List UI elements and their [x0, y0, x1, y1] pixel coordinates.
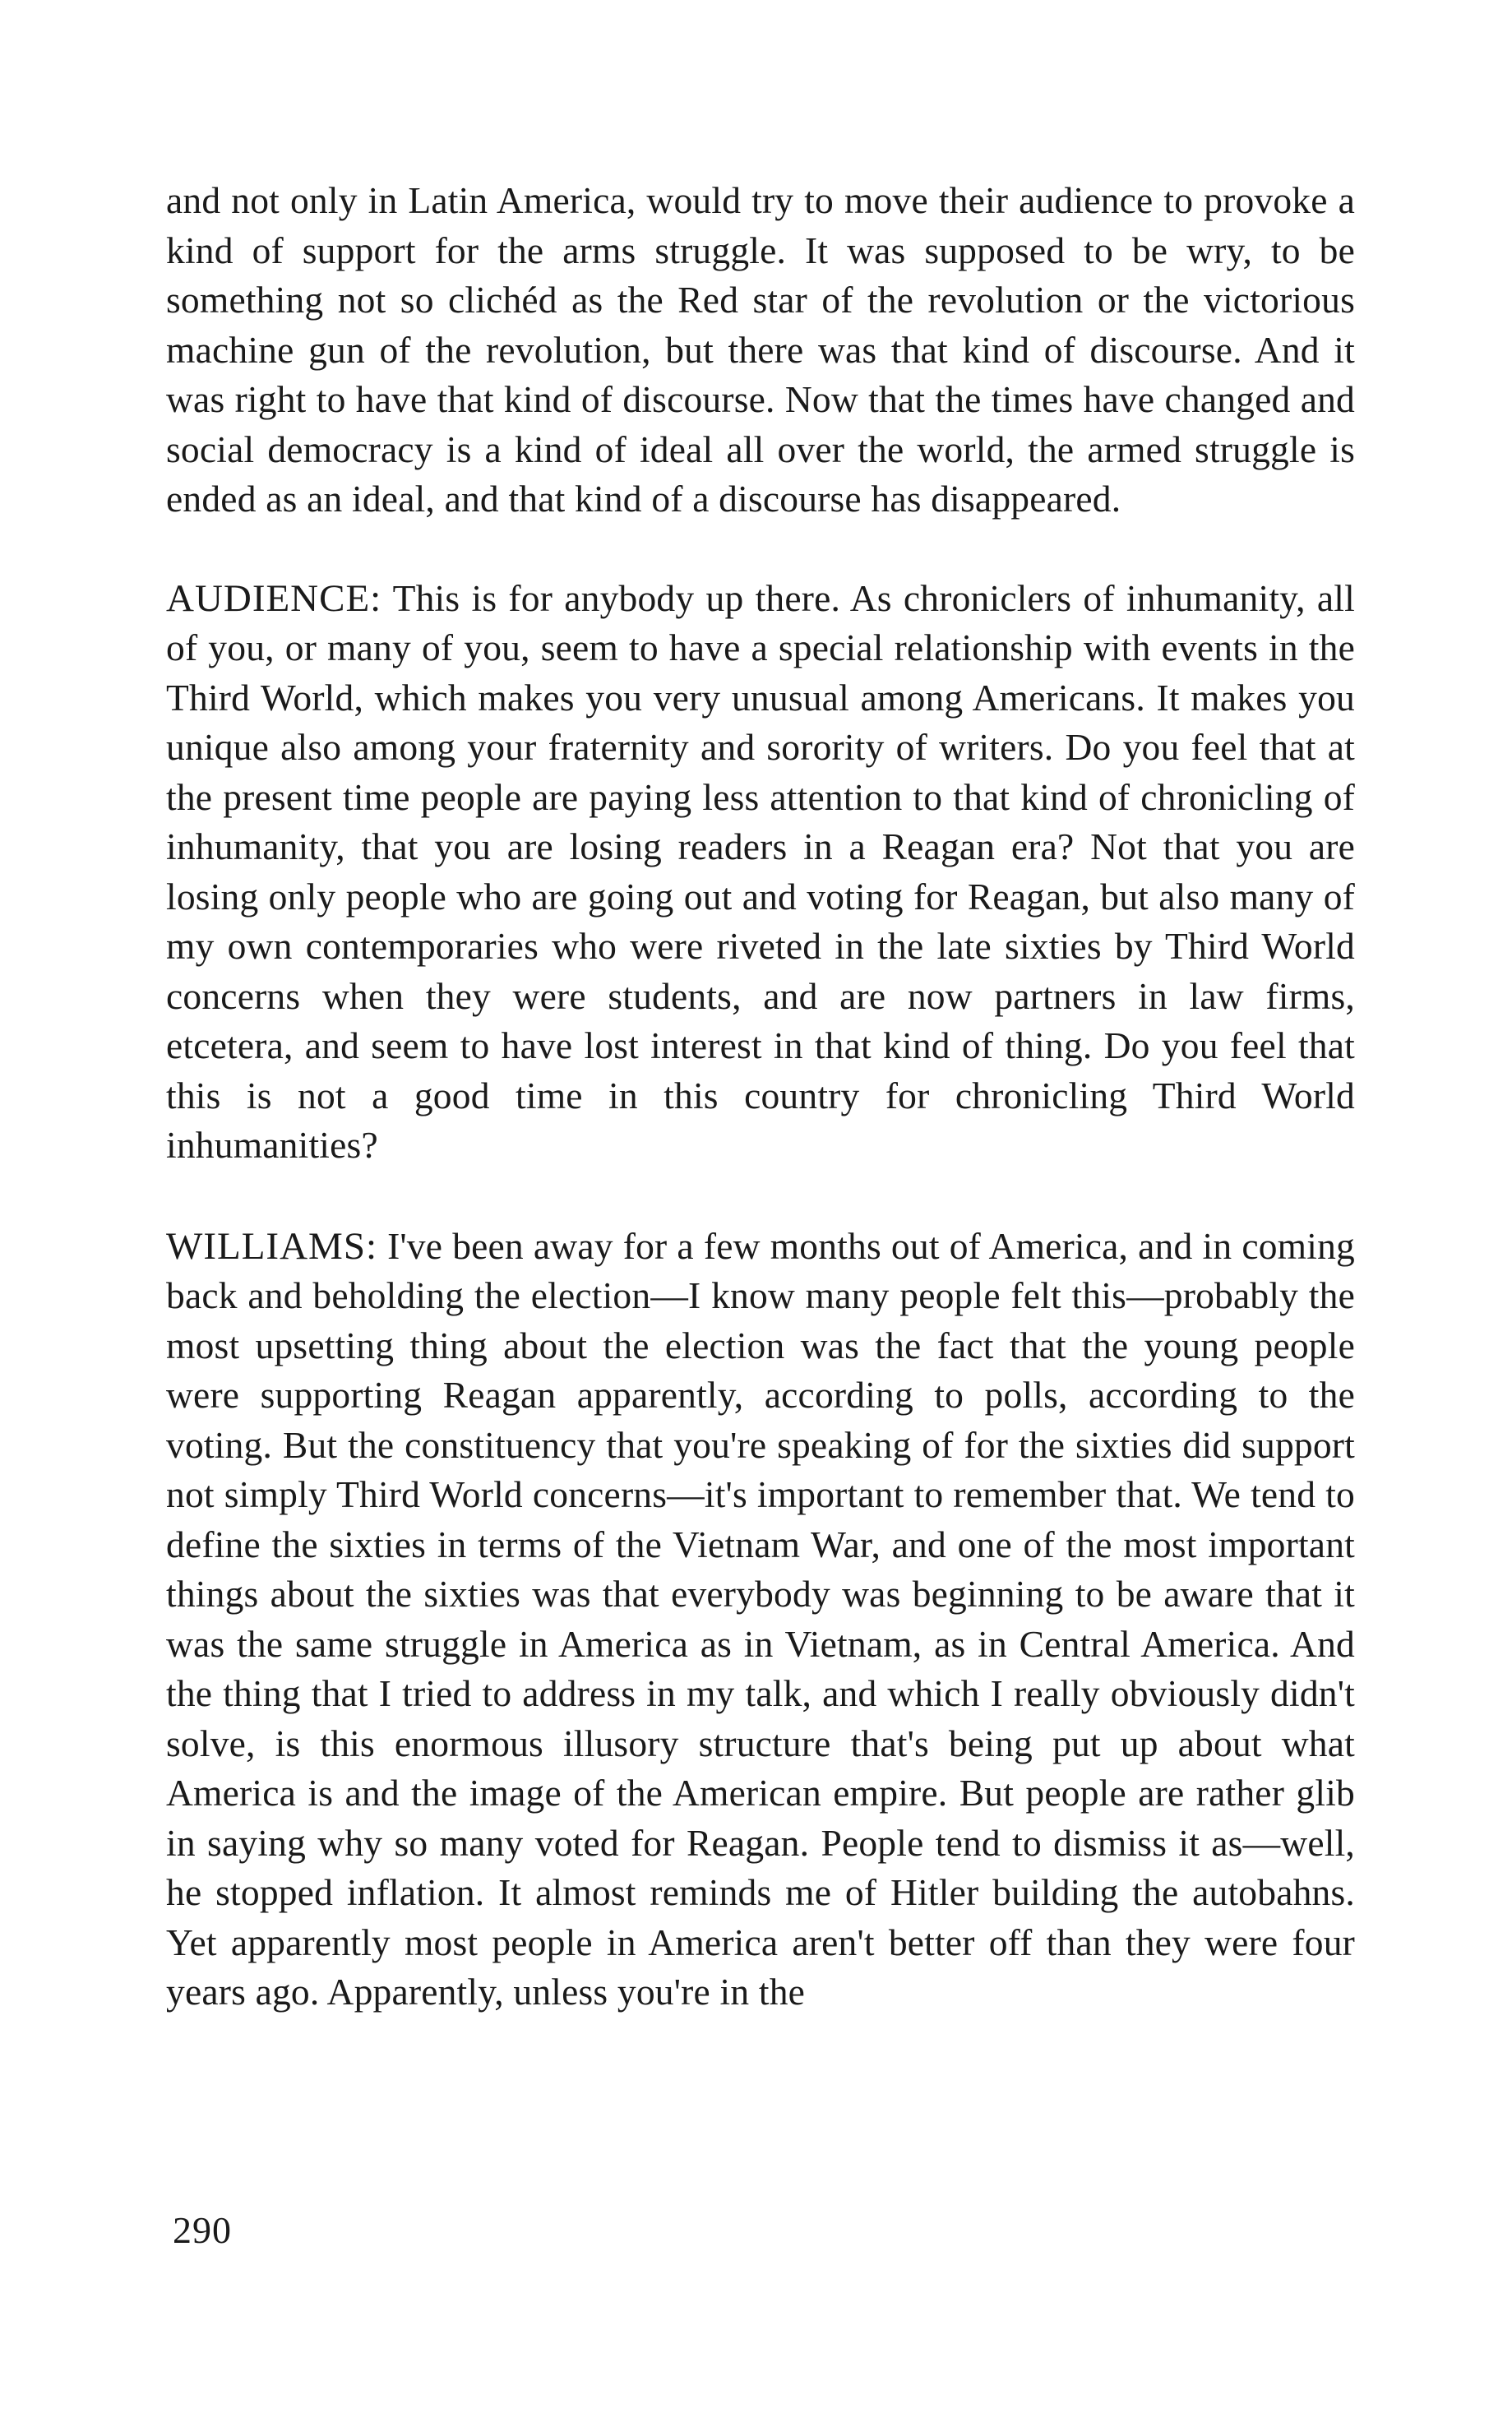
speaker-label: AUDIENCE: — [166, 576, 382, 620]
paragraph-text: I've been away for a few months out of America, and in coming back and beholding the election—I know many people felt this—probably the most upsetting thing about the election was the fact that the young people were supporting Reagan apparently, according to polls, according to the voting. But the constituency that you're speaking of for the sixties did support not simply Third World concerns—it's important to remember that. We tend to define the sixties in terms of the Vietnam War, and one of the most important things about the sixties was that everybody was beginning to be aware that it was the same struggle in America as in Vietnam, as in Central America. And the thing that I tried to address in my talk, and which I really obviously didn't solve, is this enormous illusory structure that's being put up about what America is and the image of the American empire. But people are rather glib in saying why so many voted for Reagan. People tend to dismiss it as—well, he stopped inflation. It almost reminds me of Hitler building the autobahns. Yet apparently most people in America aren't better off than they were four years ago. Apparently, unless you're in the — [166, 1224, 1355, 2013]
paragraph-audience-question — [166, 574, 1355, 1171]
page-number: 290 — [173, 2209, 232, 2251]
paragraph-text: and not only in Latin America, would try to move their audience to provoke a kind of support for the arms struggle. It was supposed to be wry, to be something not so clichéd as the Red star of the revolution or the victorious machine gun of the revolution, but there was that kind of discourse. And it was right to have that kind of discourse. Now that the times have changed and social democracy is a kind of ideal all over the world, the armed struggle is ended as an ideal, and that kind of a discourse has disappeared. — [166, 179, 1355, 520]
speaker-label: WILLIAMS: — [166, 1224, 378, 1268]
page-body — [166, 176, 1355, 2018]
paragraph-williams-answer — [166, 1222, 1355, 2018]
paragraph-text: This is for anybody up there. As chroniclers of inhumanity, all of you, or many of you, seem to have a special relationship with events in the Third World, which makes you very unusual among Americans. It makes you unique also among your fraternity and sorority of writers. Do you feel that at the present time people are paying less attention to that kind of chronicling of inhumanity, that you are losing readers in a Reagan era? Not that you are losing only people who are going out and voting for Reagan, but also many of my own contemporaries who were riveted in the late sixties by Third World concerns when they were students, and are now partners in law firms, etcetera, and seem to have lost interest in that kind of thing. Do you feel that this is not a good time in this country for chronicling Third World inhumanities? — [166, 576, 1355, 1166]
paragraph-continuation — [166, 176, 1355, 525]
